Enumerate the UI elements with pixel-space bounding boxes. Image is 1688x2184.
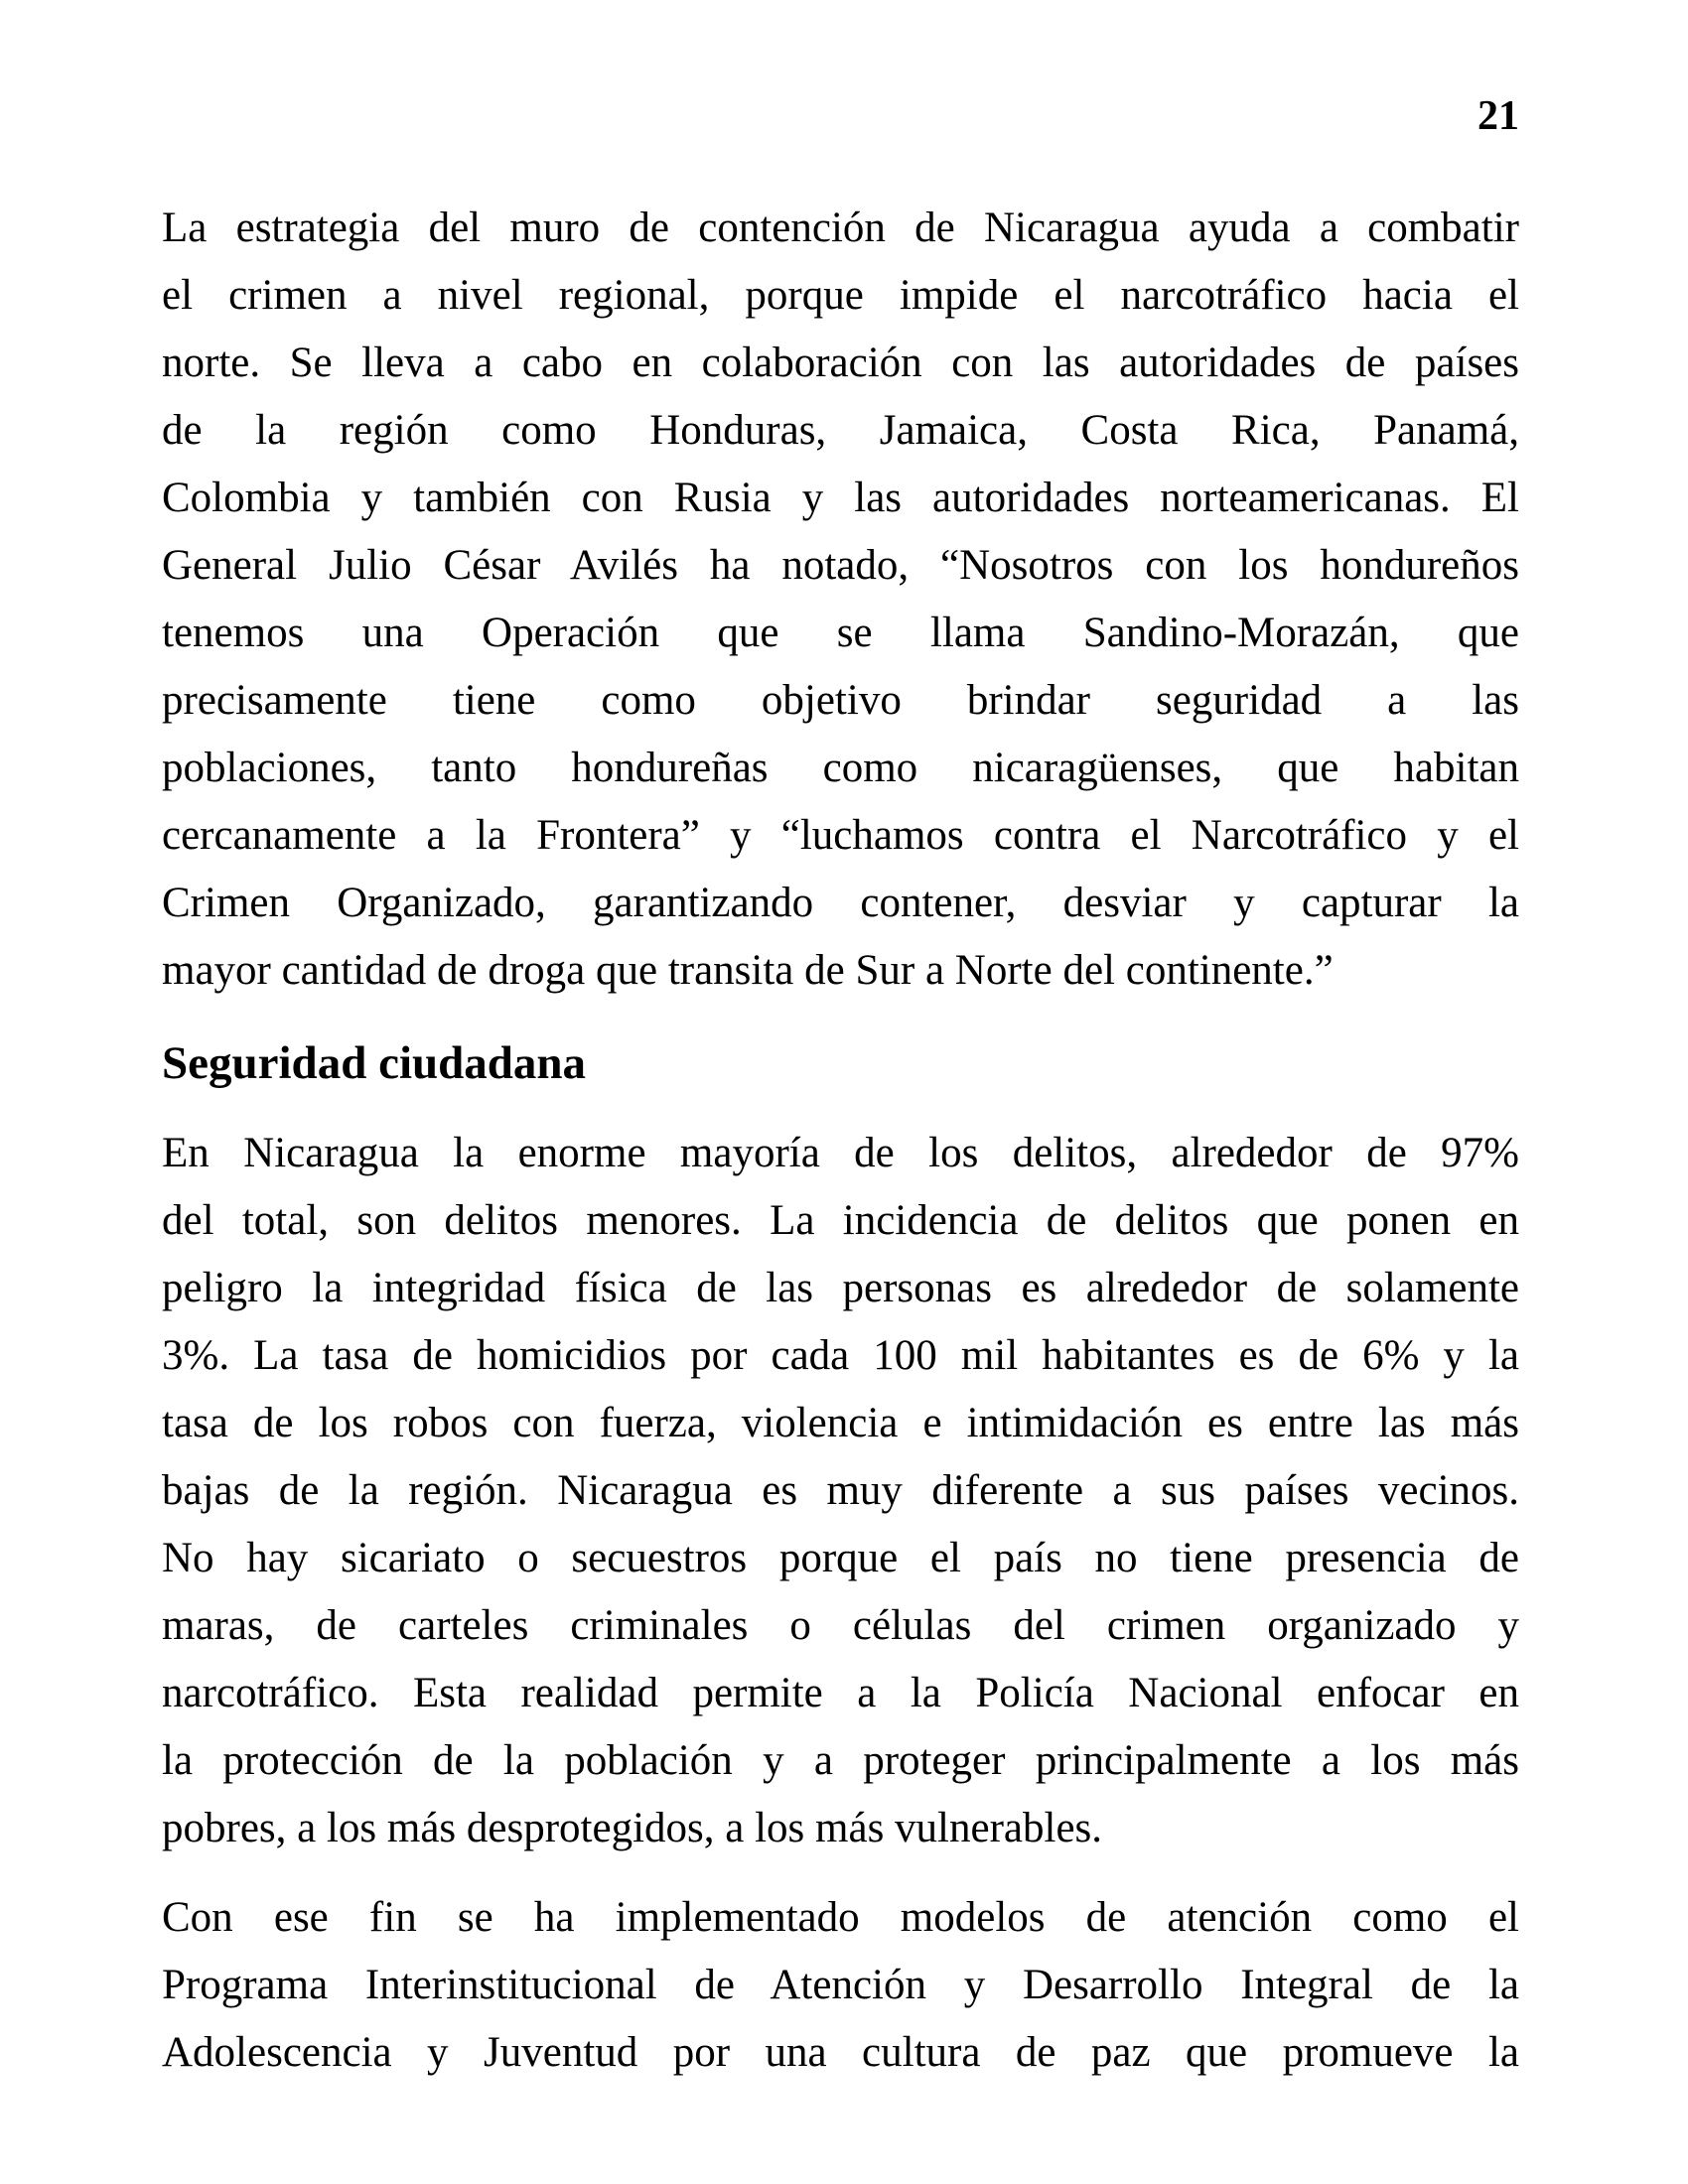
text-line: mayor cantidad de droga que transita de Sur a Norte del continente.”: [162, 947, 1334, 994]
page-number: 21: [1477, 93, 1519, 139]
text-line: tenemos una Operación que se llama Sandino-Morazán, que: [162, 610, 1519, 656]
paragraph-citizen-security: [162, 1120, 1519, 1862]
text-line: pobres, a los más desprotegidos, a los más vulnerables.: [162, 1805, 1103, 1851]
text-line: Programa Interinstitucional de Atención y Desarrollo Integral de la: [162, 1962, 1519, 2008]
text-line: Adolescencia y Juventud por una cultura de paz que promueve la: [162, 2029, 1519, 2076]
text-line: poblaciones, tanto hondureñas como nicaragüenses, que habitan: [162, 745, 1519, 791]
paragraph-attention-models: [162, 1884, 1519, 2087]
text-line: peligro la integridad física de las personas es alrededor de solamente: [162, 1265, 1519, 1311]
text-line: La estrategia del muro de contención de Nicaragua ayuda a combatir: [162, 205, 1519, 251]
text-line: Con ese fin se ha implementado modelos de atención como el: [162, 1894, 1519, 1941]
text-line: maras, de carteles criminales o células del crimen organizado y: [162, 1602, 1519, 1649]
text-line: 3%. La tasa de homicidios por cada 100 mil habitantes es de 6% y la: [162, 1332, 1519, 1379]
text-line: cercanamente a la Frontera” y “luchamos contra el Narcotráfico y el: [162, 812, 1519, 859]
text-line: Colombia y también con Rusia y las autoridades norteamericanas. El: [162, 475, 1519, 521]
text-line: No hay sicariato o secuestros porque el país no tiene presencia de: [162, 1535, 1519, 1581]
text-line: General Julio César Avilés ha notado, “Nosotros con los hondureños: [162, 542, 1519, 589]
paragraph-contention-strategy: [162, 195, 1519, 1005]
page-body: [162, 195, 1519, 2087]
text-line: el crimen a nivel regional, porque impide el narcotráfico hacia el: [162, 272, 1519, 319]
text-line: En Nicaragua la enorme mayoría de los delitos, alrededor de 97%: [162, 1130, 1519, 1176]
text-line: bajas de la región. Nicaragua es muy diferente a sus países vecinos.: [162, 1467, 1519, 1514]
text-line: tasa de los robos con fuerza, violencia e intimidación es entre las más: [162, 1400, 1519, 1446]
section-heading: Seguridad ciudadana: [162, 1037, 587, 1089]
text-line: Crimen Organizado, garantizando contener, desviar y capturar la: [162, 880, 1519, 926]
text-line: narcotráfico. Esta realidad permite a la Policía Nacional enfocar en: [162, 1670, 1519, 1716]
text-line: del total, son delitos menores. La incidencia de delitos que ponen en: [162, 1197, 1519, 1244]
text-line: de la región como Honduras, Jamaica, Costa Rica, Panamá,: [162, 407, 1519, 454]
text-line: precisamente tiene como objetivo brindar seguridad a las: [162, 677, 1519, 724]
text-line: norte. Se lleva a cabo en colaboración con las autoridades de países: [162, 340, 1519, 386]
text-line: la protección de la población y a proteger principalmente a los más: [162, 1737, 1519, 1784]
